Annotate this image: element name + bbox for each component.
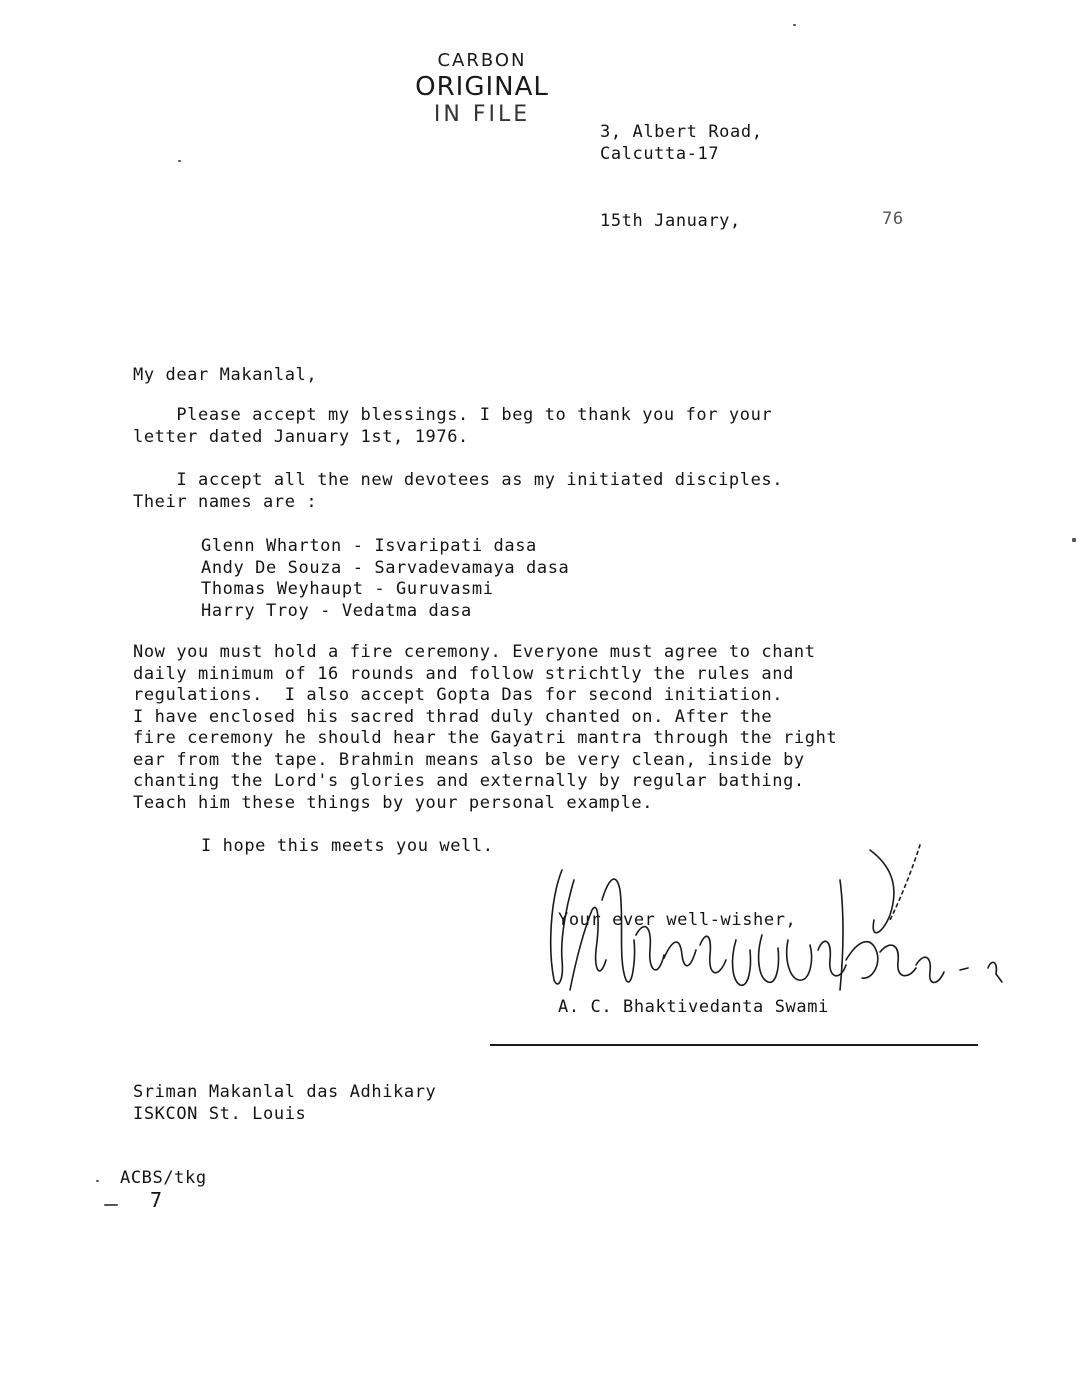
stamp-line-2: ORIGINAL [415, 72, 549, 102]
carbon-stamp [412, 50, 552, 128]
paragraph-3-line: daily minimum of 16 rounds and follow strichtly the rules and [133, 663, 794, 684]
paragraph-3-line: chanting the Lord's glories and externally by regular bathing. [133, 771, 805, 791]
scan-speck [178, 160, 181, 162]
disciple-item: Thomas Weyhaupt - Guruvasmi [201, 579, 494, 599]
paragraph-3-line: Teach him these things by your personal example. [133, 792, 654, 813]
enclosure-mark: 7 [150, 1188, 163, 1212]
address-line-1: 3, Albert Road, [600, 122, 763, 142]
paragraph-3-line: fire ceremony he should hear the Gayatri mantra through the right [133, 728, 838, 748]
scan-speck [96, 1180, 99, 1182]
disciples-list [201, 536, 569, 622]
signatory-name: A. C. Bhaktivedanta Swami [558, 997, 829, 1017]
paragraph-2 [133, 470, 783, 513]
paragraph-2-line: I accept all the new devotees as my initiated disciples. [133, 470, 784, 490]
scan-speck [104, 1204, 118, 1206]
salutation: My dear Makanlal, [133, 365, 318, 385]
paragraph-3 [133, 642, 837, 814]
scan-speck [1072, 538, 1076, 542]
scan-speck [793, 24, 796, 26]
disciple-item: Harry Troy - Vedatma dasa [201, 600, 472, 621]
stamp-line-1: CARBON [437, 50, 527, 71]
disciple-item: Glenn Wharton - Isvaripati dasa [201, 536, 537, 556]
signature-rule [490, 1044, 978, 1046]
letter-year: 76 [882, 209, 904, 229]
paragraph-3-line: I have enclosed his sacred thrad duly chanted on. After the [133, 706, 773, 727]
paragraph-3-line: ear from the tape. Brahmin means also be very clean, inside by [133, 749, 805, 770]
closing-line: I hope this meets you well. [201, 836, 494, 856]
paragraph-1-line: Please accept my blessings. I beg to thank you for your [133, 405, 773, 425]
recipient-line-1: Sriman Makanlal das Adhikary [133, 1082, 437, 1102]
paragraph-3-line: regulations. I also accept Gopta Das for second initiation. [133, 685, 784, 705]
paragraph-1-line: letter dated January 1st, 1976. [133, 426, 469, 447]
letter-date: 15th January, [600, 211, 741, 231]
valediction: Your ever well-wisher, [558, 910, 797, 930]
stamp-line-3: IN FILE [433, 102, 531, 127]
recipient-line-2: ISKCON St. Louis [133, 1103, 307, 1124]
paragraph-1 [133, 405, 772, 448]
paragraph-3-line: Now you must hold a fire ceremony. Everyone must agree to chant [133, 642, 816, 662]
paragraph-2-line: Their names are : [133, 491, 318, 512]
address-line-2: Calcutta-17 [600, 143, 720, 164]
reference-initials: ACBS/tkg [120, 1168, 207, 1188]
sender-address [600, 122, 763, 165]
recipient-address [133, 1082, 436, 1125]
disciple-item: Andy De Souza - Sarvadevamaya dasa [201, 557, 570, 578]
